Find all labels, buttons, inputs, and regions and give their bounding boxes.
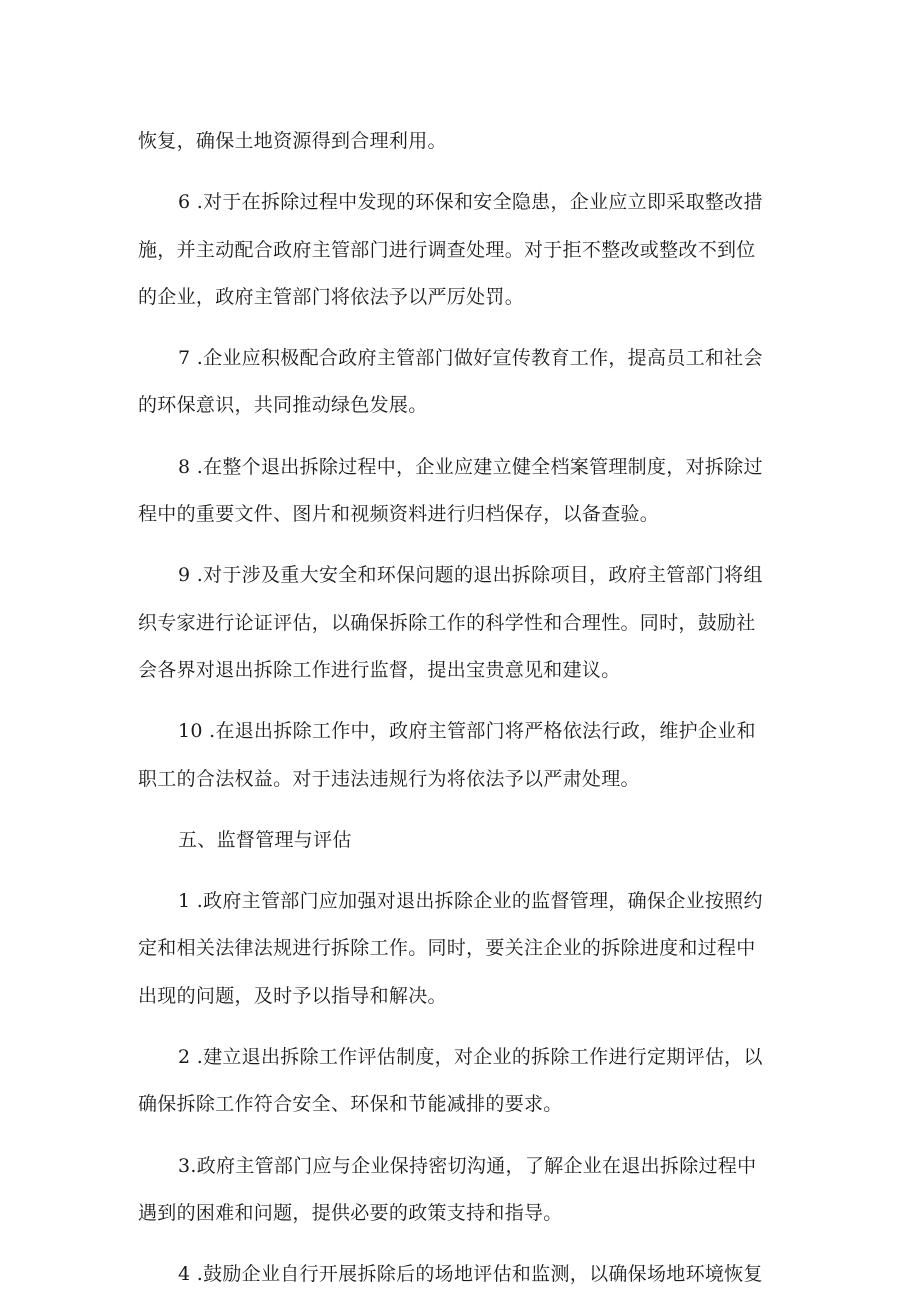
text-line: 遇到的困难和问题，提供必要的政策支持和指导。 <box>138 1201 563 1224</box>
text-line: 会各界对退出拆除工作进行监督，提出宝贵意见和建议。 <box>138 658 621 681</box>
text-line: 施，并主动配合政府主管部门进行调查处理。对于拒不整改或整改不到位 <box>138 238 756 261</box>
section-heading <box>138 817 793 864</box>
text-line: 织专家进行论证评估，以确保拆除工作的科学性和合理性。同时，鼓励社 <box>138 611 756 634</box>
paragraph-item-7 <box>138 335 793 430</box>
text-line: 2 .建立退出拆除工作评估制度，对企业的拆除工作进行定期评估，以 <box>178 1046 763 1069</box>
paragraph-item-10 <box>138 708 793 803</box>
paragraph-continuation <box>138 118 793 165</box>
paragraph-section5-item-4 <box>138 1251 793 1298</box>
text-line: 恢复，确保土地资源得到合理利用。 <box>138 130 447 152</box>
paragraph-item-8 <box>138 444 793 539</box>
text-line: 10 .在退出拆除工作中，政府主管部门将严格依法行政，维护企业和 <box>178 720 756 743</box>
text-line: 的环保意识，共同推动绿色发展。 <box>138 394 428 417</box>
text-line: 定和相关法律法规进行拆除工作。同时，要关注企业的拆除进度和过程中 <box>138 937 756 960</box>
paragraph-item-6 <box>138 179 793 321</box>
text-line: 出现的问题，及时予以指导和解决。 <box>138 984 447 1007</box>
paragraph-section5-item-1 <box>138 878 793 1020</box>
text-line: 职工的合法权益。对于违法违规行为将依法予以严肃处理。 <box>138 767 640 790</box>
paragraph-item-9 <box>138 552 793 694</box>
text-line: 7 .企业应积极配合政府主管部门做好宣传教育工作，提高员工和社会 <box>178 347 763 370</box>
paragraph-section5-item-3 <box>138 1143 793 1238</box>
text-line: 6 .对于在拆除过程中发现的环保和安全隐患，企业应立即采取整改措 <box>178 191 763 214</box>
text-line: 3.政府主管部门应与企业保持密切沟通，了解企业在退出拆除过程中 <box>178 1154 757 1177</box>
text-line: 确保拆除工作符合安全、环保和节能减排的要求。 <box>138 1093 563 1116</box>
text-line: 9 .对于涉及重大安全和环保问题的退出拆除项目，政府主管部门将组 <box>178 564 763 587</box>
paragraph-section5-item-2 <box>138 1034 793 1129</box>
section-heading-text: 五、监督管理与评估 <box>178 828 352 851</box>
text-line: 1 .政府主管部门应加强对退出拆除企业的监督管理，确保企业按照约 <box>178 890 763 913</box>
text-line: 8 .在整个退出拆除过程中，企业应建立健全档案管理制度，对拆除过 <box>178 455 763 478</box>
text-line: 4 .鼓励企业自行开展拆除后的场地评估和监测，以确保场地环境恢复 <box>178 1263 763 1286</box>
document-page <box>138 118 793 1299</box>
text-line: 程中的重要文件、图片和视频资料进行归档保存，以备查验。 <box>138 503 660 526</box>
text-line: 的企业，政府主管部门将依法予以严厉处罚。 <box>138 285 525 308</box>
